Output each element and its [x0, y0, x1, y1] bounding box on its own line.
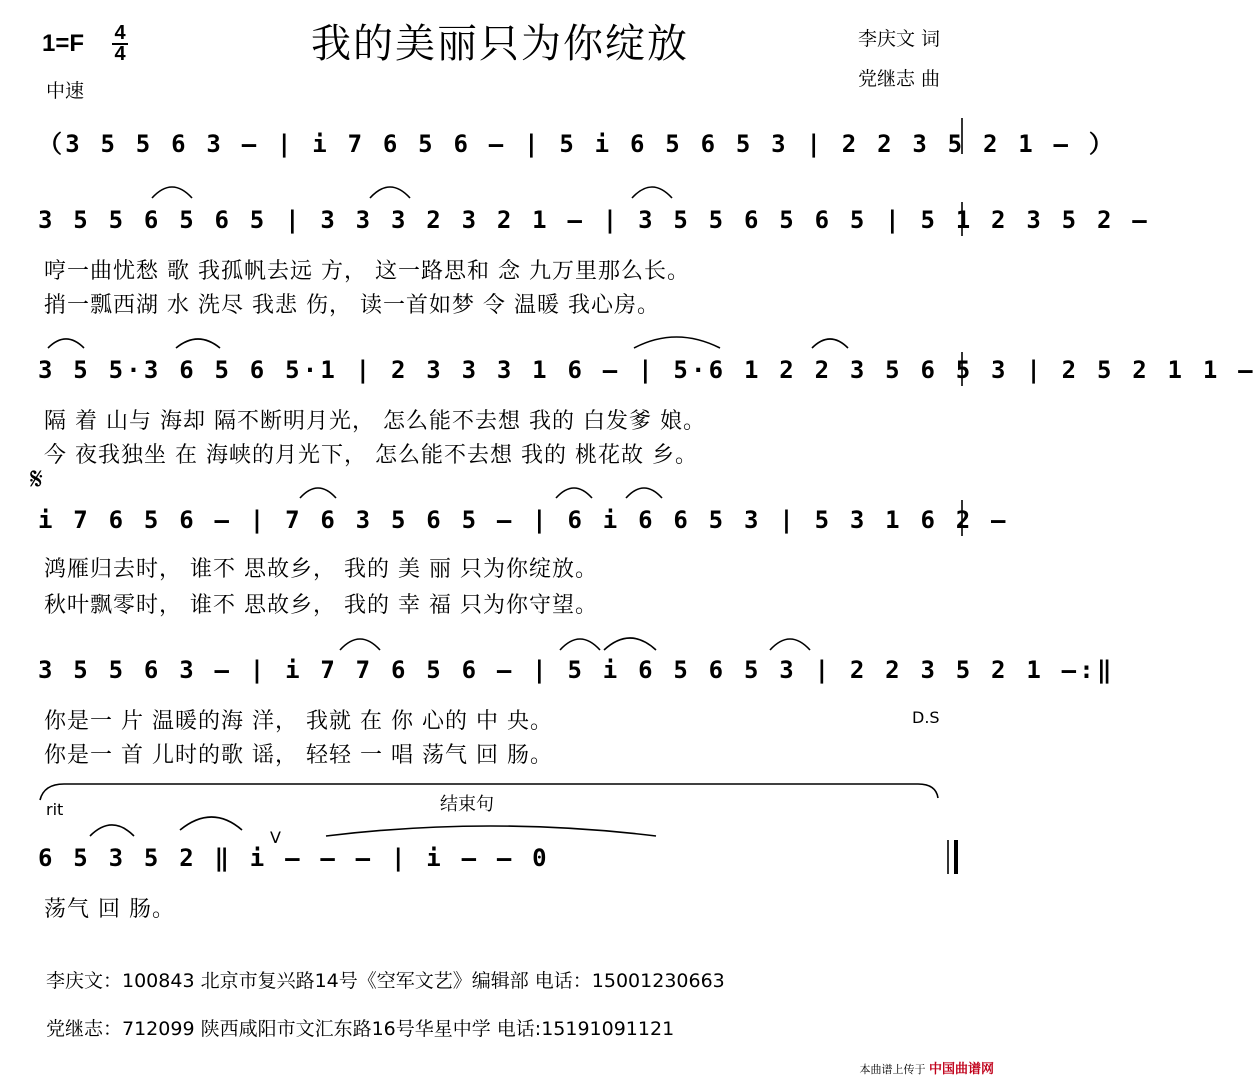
slur-row3-b — [556, 488, 592, 498]
slur-row3-a — [300, 488, 336, 498]
staff-row-3: i 7 6 5 6 – | 7 6 3 5 6 5 – | 6 i 6 6 5 3 | 5 3 1 6 2 – — [38, 506, 1009, 534]
lyricist-credit: 李庆文 词 — [858, 28, 941, 50]
segno-sign: 𝄋 — [30, 462, 43, 497]
slur-row5-b — [180, 817, 242, 830]
intro-staff: （3 5 5 6 3 – | i 7 6 5 6 – | 5 i 6 5 6 5 3 | 2 2 3 5 2 1 – ） — [38, 130, 1117, 158]
slur-row2-a — [48, 339, 84, 348]
lyric-row-2-verse-2: 今 夜我独坐 在 海峡的月光下， 怎么能不去想 我的 桃花故 乡。 — [44, 443, 698, 468]
brand-logo: 中国曲谱网 — [928, 1062, 994, 1077]
breath-mark: V — [270, 828, 281, 847]
lyric-row-4-verse-2: 你是一 首 儿时的歌 谣， 轻轻 一 唱 荡气 回 肠。 — [44, 743, 553, 768]
staff-row-1: 3 5 5 6 5 6 5 | 3 3 3 2 3 2 1 – | 3 5 5 6 5 6 5 | 5 1 2 3 5 2 – — [38, 206, 1150, 234]
upload-text: 本曲谱上传于 — [859, 1063, 926, 1076]
lyric-row-3-verse-2: 秋叶飘零时， 谁不 思故乡， 我的 幸 福 只为你守望。 — [44, 593, 598, 618]
lyric-row-5: 荡气 回 肠。 — [44, 897, 175, 922]
time-signature-bottom: 4 — [112, 43, 128, 64]
slur-row4-b — [560, 639, 600, 650]
slur-row2-d — [812, 339, 848, 348]
lyric-row-1-verse-1: 哼一曲忧愁 歌 我孤帆去远 方， 这一路思和 念 九万里那么长。 — [44, 259, 690, 284]
rit-marking: rit — [46, 800, 64, 819]
lyric-row-1-verse-2: 捎一瓢西湖 水 洗尽 我悲 伤， 读一首如梦 令 温暖 我心房。 — [44, 293, 660, 318]
composer-credit: 党继志 曲 — [858, 68, 941, 90]
lyric-row-2-verse-1: 隔 着 山与 海却 隔不断明月光， 怎么能不去想 我的 白发爹 娘。 — [44, 409, 706, 434]
lyric-row-4-verse-1: 你是一 片 温暖的海 洋， 我就 在 你 心的 中 央。 — [44, 709, 553, 734]
slur-row1-c — [632, 187, 672, 198]
slur-row3-c — [626, 488, 662, 498]
slur-row4-c — [604, 638, 656, 650]
contact-composer: 党继志：712099 陕西咸阳市文汇东路16号华星中学 电话:15191091121 — [46, 1018, 675, 1040]
slur-row2-b — [176, 339, 220, 348]
time-signature-top: 4 — [114, 22, 126, 44]
slur-row1-b — [370, 187, 410, 198]
lyric-row-3-verse-1: 鸿雁归去时， 谁不 思故乡， 我的 美 丽 只为你绽放。 — [44, 557, 598, 582]
slur-row2-c — [634, 337, 720, 348]
tempo-marking: 中速 — [46, 80, 85, 102]
slur-row4-d — [770, 639, 810, 650]
ending-label: 结束句 — [440, 794, 494, 815]
contact-lyricist: 李庆文：100843 北京市复兴路14号《空军文艺》编辑部 电话：15001230663 — [46, 970, 725, 992]
key-signature: 1=F — [42, 30, 85, 57]
staff-row-5: 6 5 3 5 2 ‖ i – – – | i – – 0 — [38, 844, 550, 872]
time-signature — [112, 24, 128, 64]
ds-marking: D.S — [912, 708, 940, 727]
slur-row4-a — [340, 639, 380, 650]
tie-row5 — [326, 826, 656, 836]
slur-row5-a — [90, 825, 134, 836]
staff-row-2: 3 5 5·3 6 5 6 5·1 | 2 3 3 3 1 6 – | 5·6 1 2 2 3 5 6 5 3 | 2 5 2 1 1 – — [38, 356, 1256, 384]
slur-row1-a — [152, 187, 192, 198]
site-watermark — [859, 1058, 994, 1077]
song-title: 我的美丽只为你绽放 — [311, 21, 689, 67]
staff-row-4: 3 5 5 6 3 – | i 7 7 6 5 6 – | 5 i 6 5 6 5 3 | 2 2 3 5 2 1 –:‖ — [38, 656, 1115, 684]
